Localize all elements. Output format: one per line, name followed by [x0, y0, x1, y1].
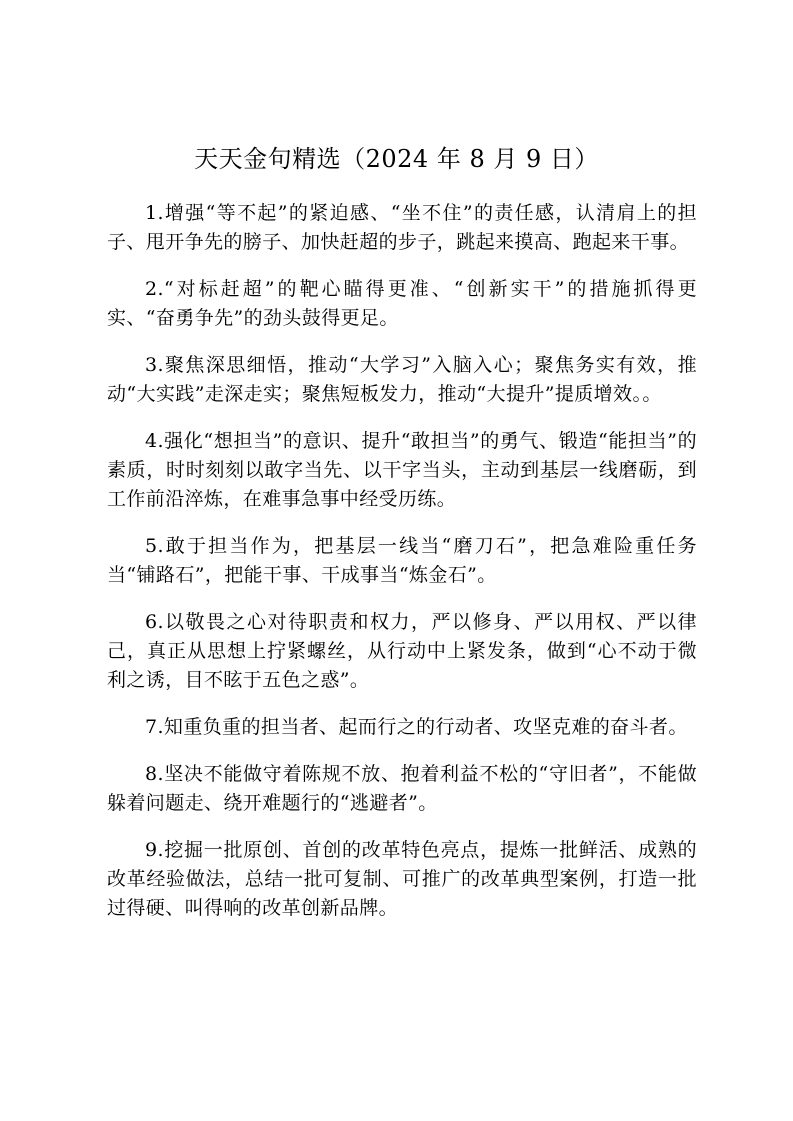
paragraph-9: 9.挖掘一批原创、首创的改革特色亮点，提炼一批鲜活、成熟的改革经验做法，总结一批可复制、可推广的改革典型案例，打造一批过得硬、叫得响的改革创新品牌。 — [107, 839, 697, 919]
document-body — [107, 199, 697, 941]
paragraph-1: 1.增强“等不起”的紧迫感、“坐不住”的责任感，认清肩上的担子、甩开争先的膀子、加快赶超的步子，跳起来摸高、跑起来干事。 — [107, 202, 697, 253]
paragraph-2: 2.“对标赶超”的靶心瞄得更准、“创新实干”的措施抓得更实、“奋勇争先”的劲头鼓得更足。 — [107, 278, 697, 329]
paragraph-4: 4.强化“想担当”的意识、提升“敢担当”的勇气、锻造“能担当”的素质，时时刻刻以敢字当先、以干字当头，主动到基层一线磨砺，到工作前沿淬炼，在难事急事中经受历练。 — [107, 430, 697, 510]
document-title: 天天金句精选（2024 年 8 月 9 日） — [194, 145, 599, 173]
paragraph-7: 7.知重负重的担当者、起而行之的行动者、攻坚克难的奋斗者。 — [145, 716, 688, 738]
paragraph-5: 5.敢于担当作为，把基层一线当“磨刀石”，把急难险重任务当“铺路石”，把能干事、干成事当“炼金石”。 — [107, 535, 697, 586]
paragraph-6: 6.以敬畏之心对待职责和权力，严以修身、严以用权、严以律己，真正从思想上拧紧螺丝，从行动中上紧发条，做到“心不动于微利之诱，目不眩于五色之惑”。 — [107, 611, 697, 691]
paragraph-8: 8.坚决不能做守着陈规不放、抱着利益不松的“守旧者”，不能做躲着问题走、绕开难题行的“逃避者”。 — [107, 763, 697, 814]
paragraph-3: 3.聚焦深思细悟，推动“大学习”入脑入心；聚焦务实有效，推动“大实践”走深走实；聚焦短板发力，推动“大提升”提质增效。。 — [107, 354, 697, 405]
